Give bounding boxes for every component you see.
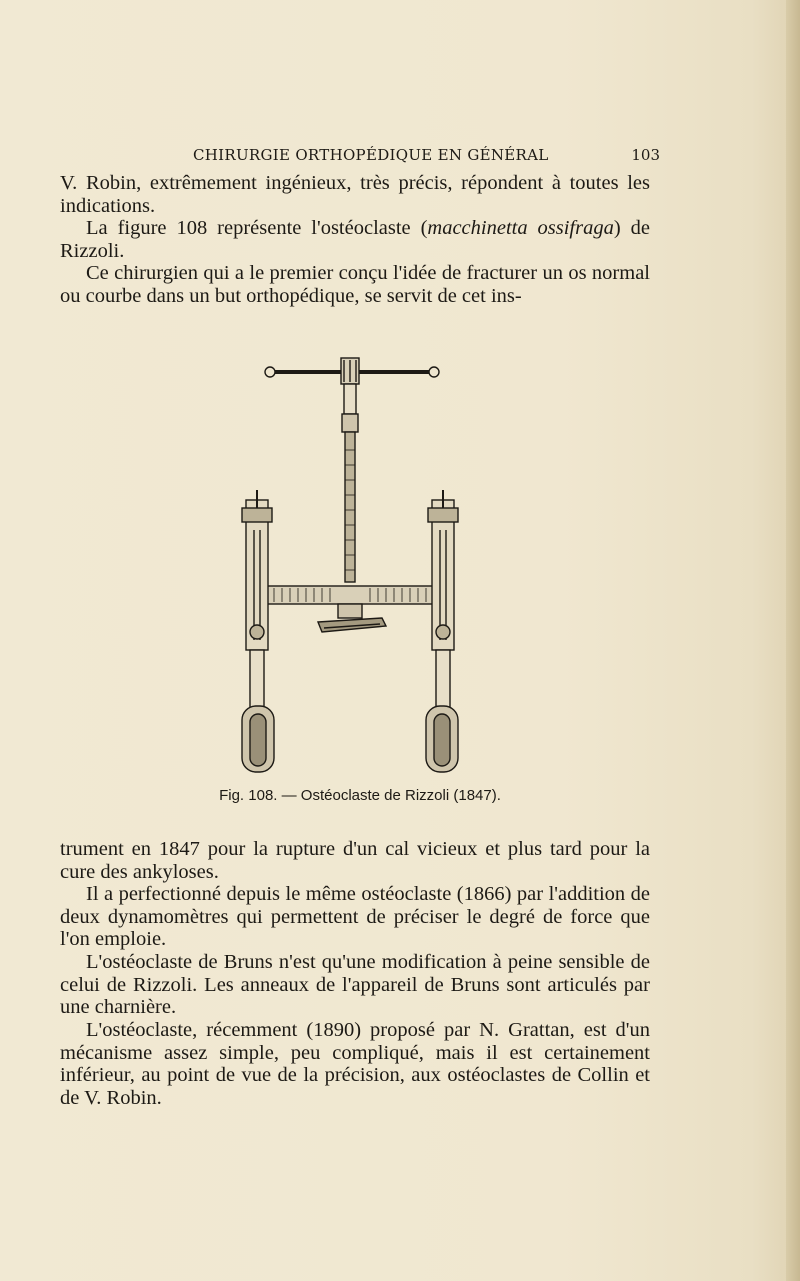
page-edge-shadow xyxy=(786,0,800,1281)
page-number: 103 xyxy=(631,146,660,164)
osteoclast-illustration xyxy=(220,350,480,780)
running-head xyxy=(60,146,660,172)
paragraph-4: trument en 1847 pour la rupture d'un cal vicieux et plus tard pour la cure des ankyloses. xyxy=(60,838,650,883)
figure-caption: Fig. 108. — Ostéoclaste de Rizzoli (1847). xyxy=(219,787,501,804)
paragraph-5: Il a perfectionné depuis le même ostéoclaste (1866) par l'addition de deux dynamomètres qui permettent de préciser le degré de force que l'on emploie. xyxy=(60,883,650,950)
running-head-title: CHIRURGIE ORTHOPÉDIQUE EN GÉNÉRAL xyxy=(193,146,549,164)
paragraph-2-text-b: ) de Rizzoli. xyxy=(60,217,650,262)
paragraph-6: L'ostéoclaste de Bruns n'est qu'une modification à peine sensible de celui de Rizzoli. Les anneaux de l'appareil de Bruns sont articulés par une charnière. xyxy=(60,951,650,1018)
paragraph-7: L'ostéoclaste, récemment (1890) proposé par N. Grattan, est d'un mécanisme assez simple, peu compliqué, mais il est certainement inférieur, au point de vue de la précision, aux ostéoclastes de Collin et de V. Robin. xyxy=(60,1019,650,1109)
paragraph-2 xyxy=(60,217,650,262)
paragraph-2-text-a: La figure 108 représente l'ostéoclaste ( xyxy=(86,217,428,239)
paragraph-3: Ce chirurgien qui a le premier conçu l'idée de fracturer un os normal ou courbe dans un but orthopédique, se servit de cet ins- xyxy=(60,262,650,307)
paragraph-1: V. Robin, extrêmement ingénieux, très précis, répondent à toutes les indications. xyxy=(60,172,650,217)
osteoclast-engraving xyxy=(220,350,480,780)
paragraph-2-italic: macchinetta ossifraga xyxy=(427,217,614,239)
